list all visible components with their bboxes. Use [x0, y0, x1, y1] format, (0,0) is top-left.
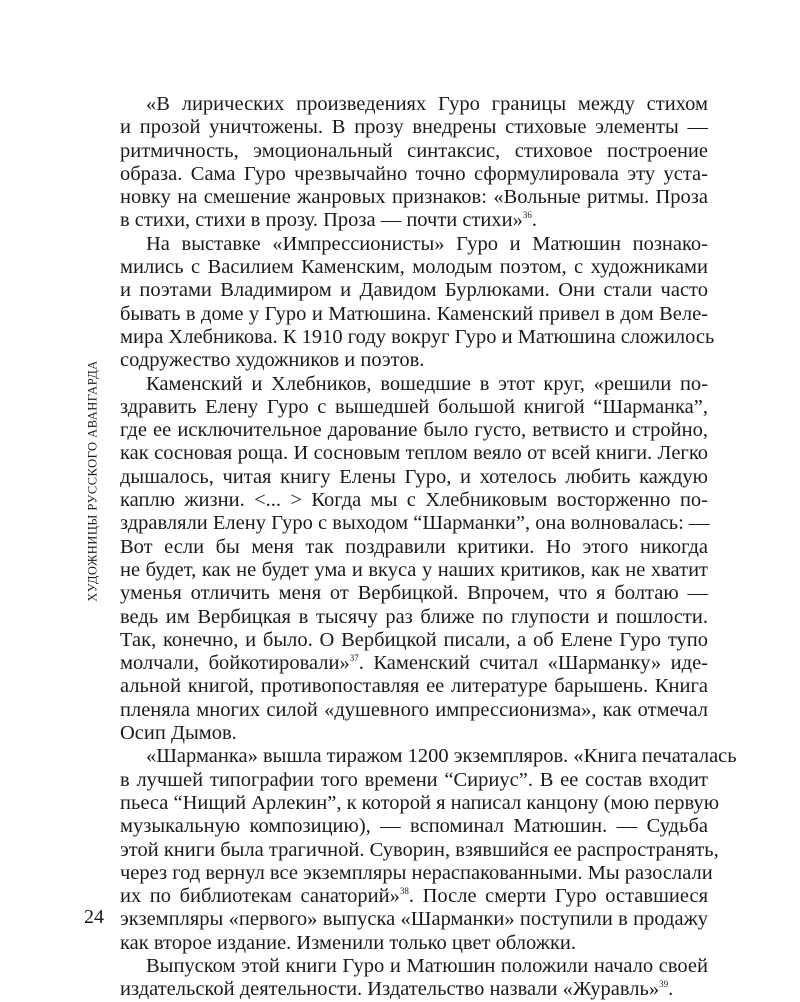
line-text: ритмичность, эмоциональный синтаксис, стиховое построение	[120, 139, 708, 162]
line-text: каплю жизни. <... > Когда мы с Хлебниковым восторженно по-	[120, 489, 708, 512]
line-text: ведь им Вербицкая в тысячу раз ближе по глупости и пошлости.	[120, 605, 708, 628]
text-line	[120, 373, 708, 396]
line-text: мира Хлебникова. К 1910 году вокруг Гуро и Матюшина сложилось	[120, 325, 715, 348]
footnote-ref[interactable]: 39	[659, 979, 669, 990]
line-text: как сосновая роща. И сосновым теплом веяло от всей книги. Легко	[120, 442, 708, 465]
line-text-continued: . Каменский считал «Шарманку» иде-	[358, 652, 709, 675]
text-line	[120, 769, 708, 792]
line-text: здравляли Елену Гуро с выходом “Шарманки”, она волновалась: —	[120, 512, 710, 535]
line-text: Так, конечно, и было. О Вербицкой писали, а об Елене Гуро тупо	[120, 628, 708, 651]
line-text: дышалось, читая книгу Елены Гуро, и хотелось любить каждую	[120, 465, 708, 488]
line-text: музыкальную композицию), — вспоминал Матюшин. — Судьба	[120, 815, 708, 838]
line-text: молчали, бойкотировали»	[120, 652, 350, 675]
text-line	[120, 256, 708, 279]
line-text: бывать в доме у Гуро и Матюшина. Каменский привел в дом Веле-	[120, 302, 708, 325]
text-line	[120, 861, 713, 885]
line-text: Осип Дымов.	[120, 722, 237, 745]
paragraph	[120, 745, 737, 955]
line-text: через год вернул все экземпляры нераспакованными. Мы разослали	[120, 861, 713, 884]
line-text: «Шарманка» вышла тиражом 1200 экземпляров. «Книга печаталась	[146, 745, 737, 768]
line-text: новку на смешение жанровых признаков: «Вольные ритмы. Проза	[120, 186, 708, 209]
text-line	[120, 93, 708, 116]
text-line	[120, 489, 708, 512]
line-text: альной книгой, противопоставляя ее литературе барышень. Книга	[120, 675, 708, 698]
line-text-continued: .	[531, 209, 537, 232]
footnote-ref[interactable]: 37	[349, 653, 359, 664]
text-line	[120, 745, 737, 768]
text-line	[120, 838, 719, 862]
text-line	[120, 582, 708, 605]
text-line	[120, 791, 720, 815]
line-text: Выпуском этой книги Гуро и Матюшин положили начало своей	[146, 954, 708, 977]
line-text: уменья отличить меня от Вербицкой. Впрочем, что я болтаю —	[120, 582, 708, 605]
line-text: в лучшей типографии того времени “Сириус”. В ее состав входит	[120, 768, 708, 791]
line-text-continued: .	[668, 978, 674, 1001]
text-line	[120, 512, 708, 535]
paragraph	[120, 955, 708, 1002]
line-text: издательской деятельности. Издательство назвали «Журавль»	[120, 978, 660, 1001]
text-line	[120, 466, 708, 489]
paragraph	[120, 232, 715, 373]
line-text: Вот если бы меня так поздравили критики. Но этого никогда	[120, 535, 708, 558]
line-text: их по библиотекам санаторий»	[120, 885, 400, 908]
paragraph	[120, 373, 708, 746]
text-line	[120, 699, 708, 722]
line-text: где ее исключительное дарование было густо, ветвисто и стройно,	[120, 419, 708, 442]
line-text: экземпляры «первого» выпуска «Шарманки» поступили в продажу	[120, 908, 708, 931]
page-number: 24	[84, 906, 104, 928]
line-text: и прозой уничтожены. В прозу внедрены стиховые элементы —	[120, 116, 708, 139]
text-line	[120, 955, 708, 978]
line-text: пьеса “Нищий Арлекин”, к которой я написал канцону (мою первую	[120, 791, 720, 814]
text-line	[120, 303, 708, 326]
text-line	[120, 908, 708, 931]
line-text: не будет, как не будет ума и вкуса у наших критиков, как не хватит	[120, 558, 708, 581]
text-line	[120, 209, 708, 232]
footnote-ref[interactable]: 36	[522, 210, 532, 221]
text-line	[120, 163, 708, 186]
line-text: «В лирических произведениях Гуро границы между стихом	[146, 93, 708, 115]
text-line	[120, 978, 708, 1001]
text-line	[120, 279, 708, 302]
text-line	[120, 116, 708, 139]
line-text: пленяла многих силой «душевного импрессионизма», как отмечал	[120, 698, 708, 721]
text-line	[120, 652, 708, 675]
text-line	[120, 419, 708, 442]
text-line	[120, 349, 708, 372]
line-text-continued: . После смерти Гуро оставшиеся	[408, 885, 708, 908]
text-line	[120, 559, 708, 582]
text-line	[120, 606, 708, 629]
text-line	[120, 932, 708, 955]
text-line	[120, 325, 715, 349]
line-text: Каменский и Хлебников, вошедшие в этот круг, «решили по-	[146, 372, 708, 395]
line-text: содружество художников и поэтов.	[120, 349, 425, 372]
line-text: этой книги была трагичной. Суворин, взявшийся ее распространять,	[120, 838, 719, 861]
text-line	[120, 629, 708, 652]
line-text: мились с Василием Каменским, молодым поэтом, с художниками	[120, 256, 708, 279]
line-text: и поэтами Владимиром и Давидом Бурлюками. Они стали часто	[120, 279, 708, 302]
line-text: в стихи, стихи в прозу. Проза — почти стихи»	[120, 209, 523, 232]
paragraph	[120, 93, 708, 233]
running-head	[83, 96, 103, 866]
text-line	[120, 722, 708, 745]
body-text	[120, 93, 737, 1002]
text-line	[120, 140, 708, 163]
line-text: образа. Сама Гуро чрезвычайно точно сформулировала эту уста-	[120, 162, 708, 185]
text-line	[120, 885, 708, 908]
text-line	[120, 186, 708, 209]
line-text: здравить Елену Гуро с вышедшей большой книгой “Шарманка”,	[120, 395, 708, 418]
text-line	[120, 675, 708, 698]
text-line	[120, 396, 708, 419]
running-head-text: ХУДОЖНИЦЫ РУССКОГО АВАНГАРДА	[85, 360, 100, 602]
text-line	[120, 536, 708, 559]
line-text: На выставке «Импрессионисты» Гуро и Матюшин познако-	[146, 232, 708, 255]
line-text: как второе издание. Изменили только цвет обложки.	[120, 931, 576, 954]
footnote-ref[interactable]: 38	[399, 886, 409, 897]
text-line	[120, 233, 708, 256]
text-line	[120, 815, 708, 838]
text-line	[120, 442, 708, 465]
